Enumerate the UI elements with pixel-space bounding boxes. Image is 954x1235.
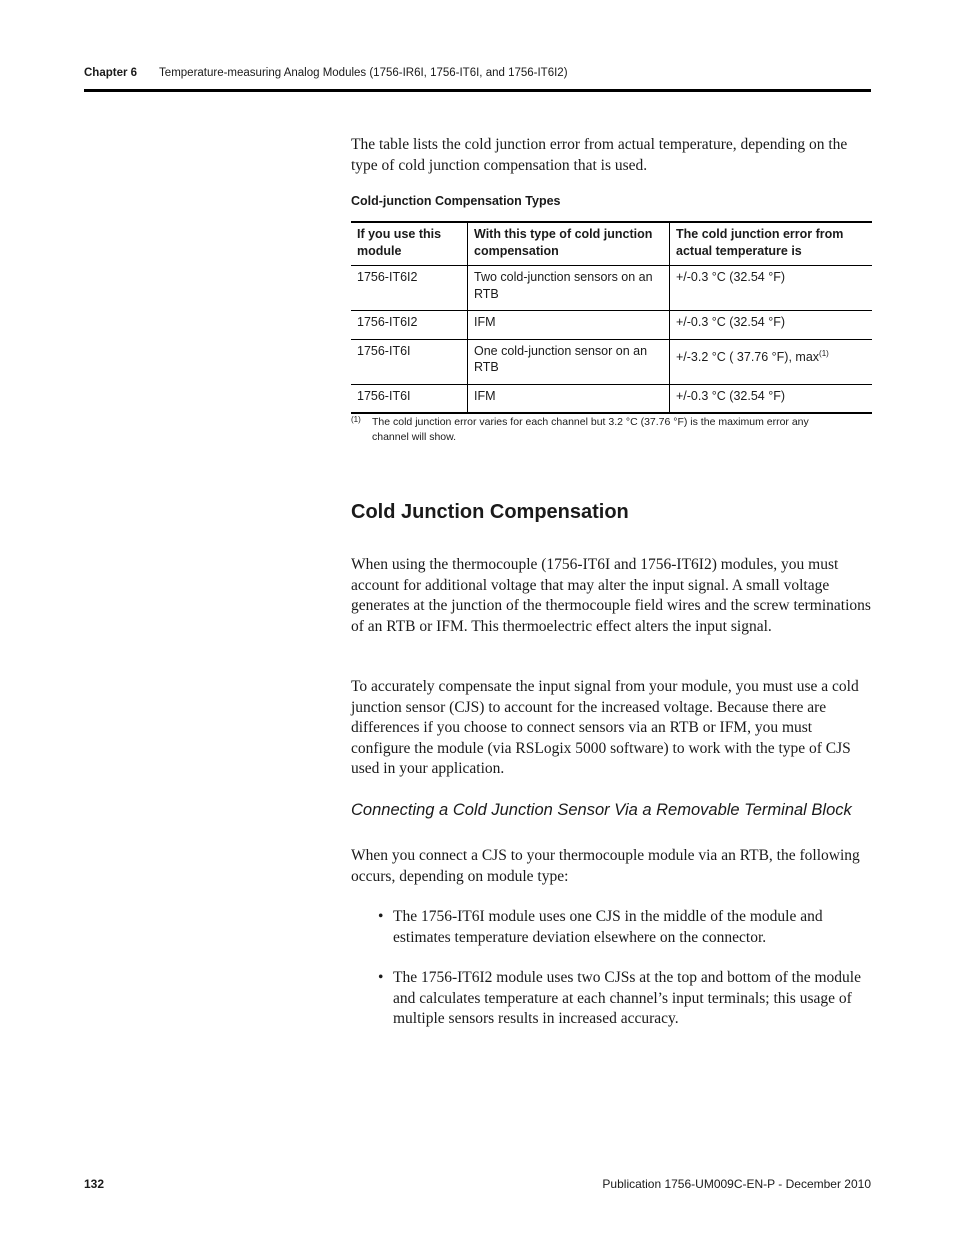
table-cell: +/-0.3 °C (32.54 °F) xyxy=(670,384,873,413)
bullet-icon: • xyxy=(378,908,384,925)
table-header-cell: With this type of cold junction compensation xyxy=(468,222,670,266)
footnote-mark: (1) xyxy=(351,415,361,424)
table-cell: +/-0.3 °C (32.54 °F) xyxy=(670,311,873,340)
footnote-text: The cold junction error varies for each channel but 3.2 °C (37.76 °F) is the maximum error any channel will show. xyxy=(372,416,809,443)
table-row xyxy=(351,311,872,340)
page-number: 132 xyxy=(84,1177,105,1191)
table-caption: Cold-junction Compensation Types xyxy=(351,194,561,208)
table-cell: One cold-junction sensor on an RTB xyxy=(468,339,670,384)
subsection-heading: Connecting a Cold Junction Sensor Via a Removable Terminal Block xyxy=(351,801,852,819)
table-header-cell: If you use this module xyxy=(351,222,468,266)
table-cell: +/-0.3 °C (32.54 °F) xyxy=(670,266,873,311)
chapter-title: Temperature-measuring Analog Modules (1756-IR6I, 1756-IT6I, and 1756-IT6I2) xyxy=(159,67,568,79)
table-row xyxy=(351,384,872,413)
section-paragraph: When using the thermocouple (1756-IT6I and 1756-IT6I2) modules, you must account for additional voltage that may alter the input signal. A small voltage generates at the junction of the thermocouple field wires and the screw terminations of an RTB or IFM. This thermoelectric effect alters the input signal. xyxy=(351,556,871,635)
header-rule xyxy=(84,89,871,92)
cjc-table xyxy=(351,221,872,414)
publication-info: Publication 1756-UM009C-EN-P - December 2010 xyxy=(602,1177,871,1191)
list-item xyxy=(378,907,870,948)
table-header-row xyxy=(351,222,872,266)
table-footnote xyxy=(351,415,841,445)
table-cell: 1756-IT6I xyxy=(351,384,468,413)
section-heading: Cold Junction Compensation xyxy=(351,501,629,523)
list-item xyxy=(378,968,870,1030)
table-cell: Two cold-junction sensors on an RTB xyxy=(468,266,670,311)
table-cell: 1756-IT6I2 xyxy=(351,266,468,311)
bullet-list xyxy=(378,907,870,1050)
bullet-icon: • xyxy=(378,969,384,986)
table-cell: IFM xyxy=(468,384,670,413)
table-cell: 1756-IT6I xyxy=(351,339,468,384)
table-cell xyxy=(670,339,873,384)
footnote-reference[interactable]: (1) xyxy=(819,348,829,358)
table-row xyxy=(351,266,872,311)
section-paragraph: To accurately compensate the input signal from your module, you must use a cold junction sensor (CJS) to account for the increased voltage. Because there are differences if you choose to connect sensors via an RTB or IFM, you must configure the module (via RSLogix 5000 software) to work with the type of CJS used in your application. xyxy=(351,678,859,777)
table-row xyxy=(351,339,872,384)
running-header xyxy=(84,67,871,79)
table-cell-text: +/-3.2 °C ( 37.76 °F), max xyxy=(676,349,820,364)
list-item-text: The 1756-IT6I2 module uses two CJSs at the top and bottom of the module and calculates temperature at each channel’s input terminals; this usage of multiple sensors results in increased accuracy. xyxy=(393,969,861,1027)
chapter-label: Chapter 6 xyxy=(84,67,138,79)
table-cell: 1756-IT6I2 xyxy=(351,311,468,340)
section-paragraph: When you connect a CJS to your thermocouple module via an RTB, the following occurs, depending on module type: xyxy=(351,847,860,885)
table-cell: IFM xyxy=(468,311,670,340)
intro-paragraph: The table lists the cold junction error from actual temperature, depending on the type of cold junction compensation that is used. xyxy=(351,136,848,174)
table-header-cell: The cold junction error from actual temperature is xyxy=(670,222,873,266)
list-item-text: The 1756-IT6I module uses one CJS in the middle of the module and estimates temperature deviation elsewhere on the connector. xyxy=(393,908,823,946)
